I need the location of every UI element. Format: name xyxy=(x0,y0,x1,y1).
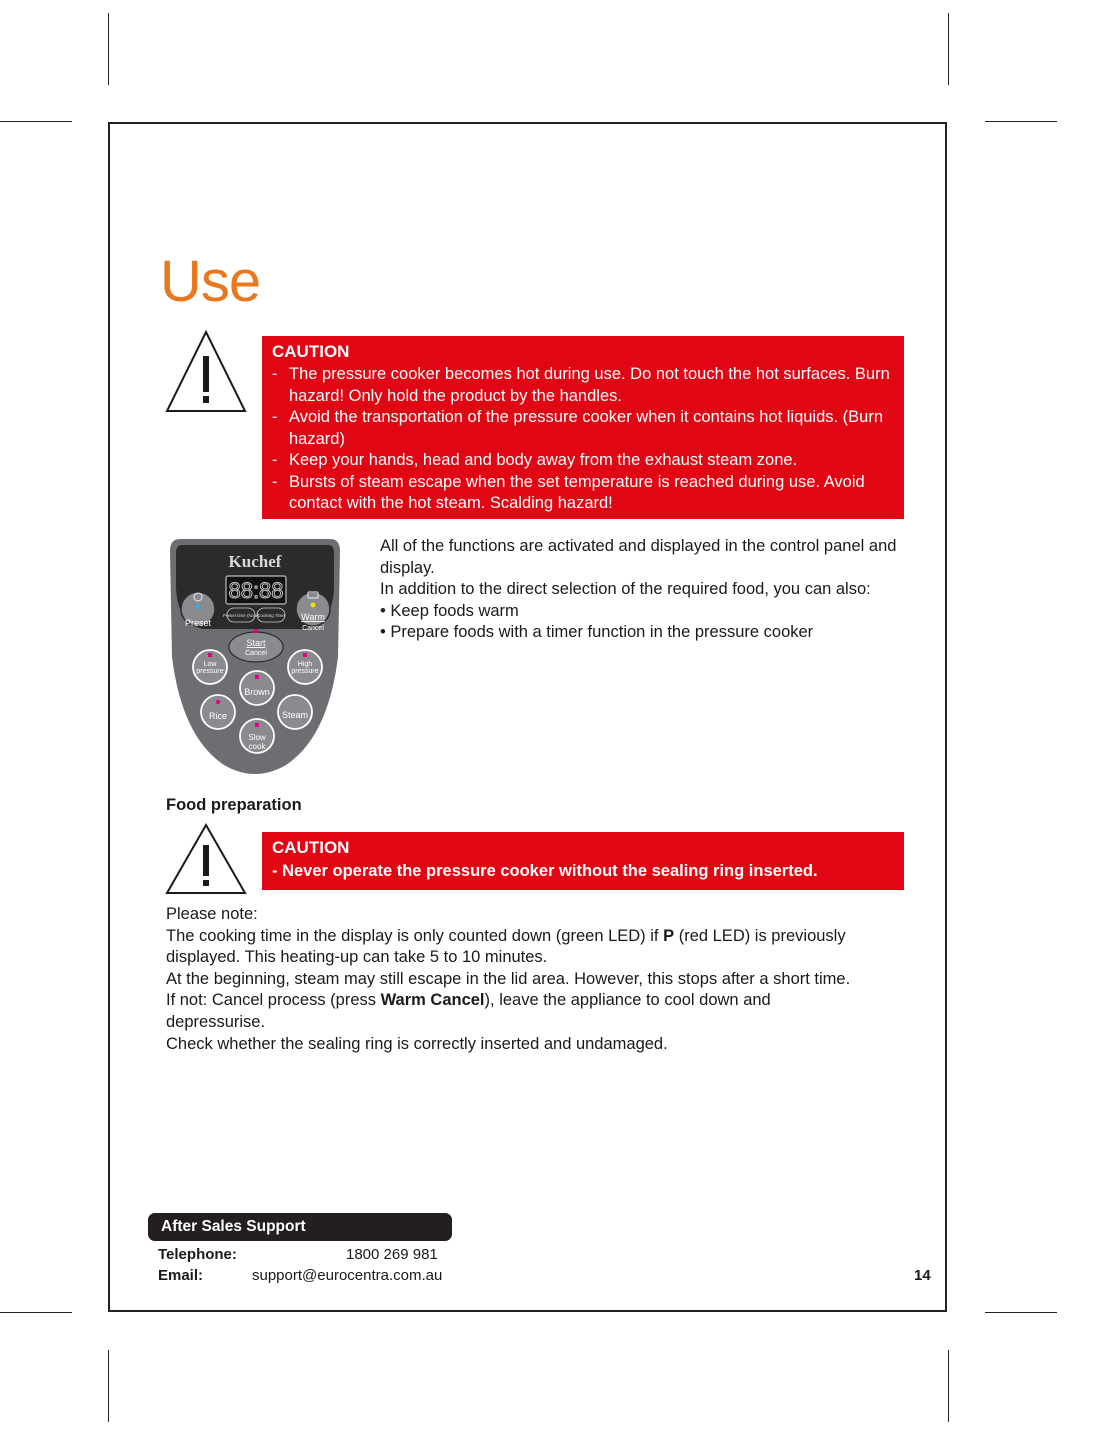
brown-led xyxy=(255,675,259,679)
caution-item: - The pressure cooker becomes hot during use. Do not touch the hot surfaces. Burn hazard! Only hold the product by the handles. xyxy=(272,364,892,407)
caution-box xyxy=(262,336,904,519)
caution-list xyxy=(272,364,892,515)
caution-item: - Bursts of steam escape when the set temperature is reached during use. Avoid contact with the hot steam. Scalding hazard! xyxy=(272,472,892,515)
page-number: 14 xyxy=(914,1267,931,1284)
start-button-label: Start xyxy=(246,638,266,648)
telephone-label: Telephone: xyxy=(158,1246,237,1263)
warm-button-label: Warm xyxy=(301,612,325,622)
warm-cancel-label: Cancel xyxy=(302,625,324,632)
caution-item: - Keep your hands, head and body away from the exhaust steam zone. xyxy=(272,450,892,472)
support-heading: After Sales Support xyxy=(148,1213,452,1241)
caution-heading: CAUTION xyxy=(272,342,350,361)
start-led xyxy=(254,629,258,633)
low-pressure-label-1: Low xyxy=(203,661,217,668)
note-paragraph: The cooking time in the display is only counted down (green LED) if P (red LED) is previously displayed. This heating-up can take 5 to 10 minutes. xyxy=(166,926,846,967)
crop-mark xyxy=(0,121,72,122)
bullet-item: • Keep foods warm xyxy=(380,601,900,623)
cooking-time-label: Cooking Time xyxy=(257,613,285,618)
intro-paragraph: All of the functions are activated and displayed in the control panel and display. xyxy=(380,537,897,577)
bullet-item: • Prepare foods with a timer function in the pressure cooker xyxy=(380,622,900,644)
intro-bullets xyxy=(380,601,900,644)
preset-led xyxy=(196,605,201,610)
note-text xyxy=(166,904,866,1055)
crop-mark xyxy=(985,1312,1057,1313)
intro-text xyxy=(380,536,900,644)
rice-button-label: Rice xyxy=(208,711,228,721)
slow-cook-led xyxy=(255,723,259,727)
low-pressure-led xyxy=(208,653,212,657)
high-pressure-label-1: High xyxy=(297,661,313,668)
crop-mark xyxy=(0,1312,72,1313)
steam-button-label: Steam xyxy=(281,710,309,720)
preset-button-label: Preset xyxy=(184,618,212,628)
caution-box xyxy=(262,832,904,890)
crop-mark xyxy=(985,121,1057,122)
note-paragraph: At the beginning, steam may still escape in the lid area. However, this stops after a short time. xyxy=(166,969,851,988)
preset-time-label: Preset time (hour) xyxy=(222,613,260,618)
warning-triangle-icon xyxy=(164,822,248,896)
display-digits: 88:88 xyxy=(228,578,284,603)
brand-logo: Kuchef xyxy=(228,552,282,571)
warning-triangle-icon xyxy=(164,328,248,414)
telephone-number: 1800 269 981 xyxy=(346,1246,438,1263)
slow-cook-label-2: cook xyxy=(248,742,266,751)
caution-item: - Avoid the transportation of the pressure cooker when it contains hot liquids. (Burn hazard) xyxy=(272,407,892,450)
note-paragraph: If not: Cancel process (press Warm Cancel), leave the appliance to cool down and depressurise. xyxy=(166,991,771,1031)
high-pressure-led xyxy=(303,653,307,657)
note-paragraph: Check whether the sealing ring is correctly inserted and undamaged. xyxy=(166,1034,668,1053)
email-address: support@eurocentra.com.au xyxy=(252,1267,443,1284)
crop-mark xyxy=(948,13,949,85)
crop-mark xyxy=(108,13,109,85)
control-panel-illustration xyxy=(168,537,342,777)
intro-paragraph: In addition to the direct selection of the required food, you can also: xyxy=(380,580,871,599)
caution-heading: CAUTION xyxy=(272,838,350,857)
slow-cook-label-1: Slow xyxy=(248,733,266,742)
section-heading: Food preparation xyxy=(166,796,302,814)
warm-led xyxy=(311,603,316,608)
start-cancel-label: Cancel xyxy=(245,650,267,657)
high-pressure-label-2: pressure xyxy=(291,668,319,675)
low-pressure-label-2: pressure xyxy=(196,668,224,675)
crop-mark xyxy=(108,1350,109,1422)
page-title: Use xyxy=(160,249,261,314)
rice-led xyxy=(216,700,220,704)
email-label: Email: xyxy=(158,1267,204,1284)
caution-text: - Never operate the pressure cooker without the sealing ring inserted. xyxy=(272,862,818,880)
brown-button-label: Brown xyxy=(244,687,270,697)
crop-mark xyxy=(948,1350,949,1422)
note-label: Please note: xyxy=(166,905,258,923)
